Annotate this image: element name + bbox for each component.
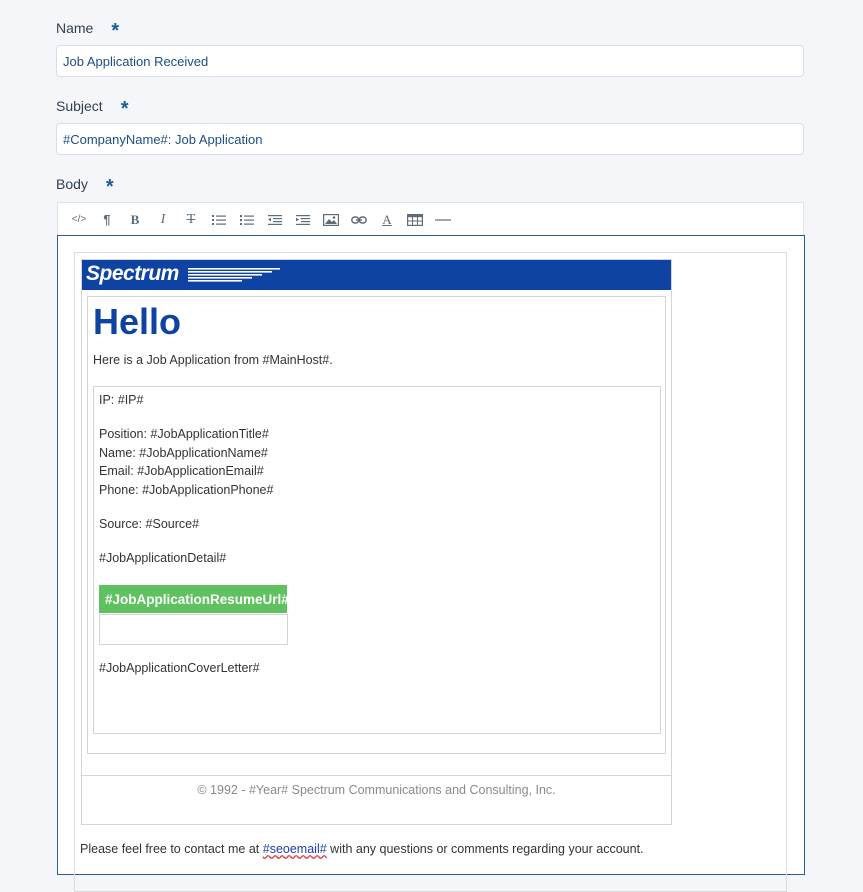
numbered-list-button[interactable] (233, 208, 261, 232)
source-line: Source: #Source# (99, 517, 200, 531)
bulleted-list-button[interactable] (205, 208, 233, 232)
application-details-box (93, 386, 661, 734)
link-icon (351, 215, 367, 225)
image-icon (323, 214, 339, 226)
image-button[interactable] (317, 208, 345, 232)
horizontal-rule-icon (435, 218, 451, 222)
body-label-text: Body (56, 176, 88, 192)
seoemail-link[interactable]: #seoemail# (262, 842, 327, 856)
name-input[interactable] (56, 45, 804, 77)
indent-button[interactable] (289, 208, 317, 232)
required-asterisk-icon: * (111, 20, 120, 42)
name-line: Name: #JobApplicationName# (99, 446, 268, 460)
spectrum-logo: Spectrum (86, 262, 179, 285)
horizontal-rule-button[interactable] (429, 208, 457, 232)
document-frame (74, 252, 787, 892)
indent-icon (296, 215, 310, 225)
table-icon (407, 214, 423, 226)
body-editor[interactable] (57, 235, 805, 875)
required-asterisk-icon: * (105, 176, 114, 198)
editor-toolbar (57, 202, 804, 236)
copyright-text: © 1992 - #Year# Spectrum Communications and Consulting, Inc. (197, 783, 556, 797)
phone-line: Phone: #JobApplicationPhone# (99, 483, 274, 497)
cover-letter-line: #JobApplicationCoverLetter# (99, 661, 260, 675)
email-content-box (87, 296, 666, 754)
detail-line: #JobApplicationDetail# (99, 551, 227, 565)
text-color-icon: A (382, 211, 392, 227)
table-button[interactable] (401, 208, 429, 232)
code-view-icon: </> (71, 214, 87, 225)
strikethrough-icon: T (186, 211, 196, 227)
strikethrough-button[interactable] (177, 208, 205, 232)
numbered-list-icon (240, 215, 254, 225)
resume-button-cell (99, 614, 288, 645)
bold-icon: B (130, 211, 140, 227)
paragraph-button[interactable] (93, 208, 121, 232)
resume-url-button[interactable]: #JobApplicationResumeUrl# (99, 585, 287, 613)
subject-input[interactable] (56, 123, 804, 155)
email-banner (82, 260, 671, 290)
position-line: Position: #JobApplicationTitle# (99, 427, 269, 441)
text-color-button[interactable] (373, 208, 401, 232)
email-template (81, 259, 672, 825)
paragraph-icon: ¶ (103, 212, 111, 227)
bold-button[interactable] (121, 208, 149, 232)
link-button[interactable] (345, 208, 373, 232)
subject-label-text: Subject (56, 98, 103, 114)
outdent-button[interactable] (261, 208, 289, 232)
italic-button[interactable] (149, 208, 177, 232)
outdent-icon (268, 215, 282, 225)
name-label (56, 20, 120, 42)
italic-icon: I (160, 211, 166, 227)
email-heading: Hello (93, 301, 182, 342)
closing-paragraph (80, 842, 644, 856)
email-intro: Here is a Job Application from #MainHost#. (93, 353, 333, 367)
bulleted-list-icon (212, 215, 226, 225)
closing-text-after: with any questions or comments regarding your account. (326, 842, 644, 856)
name-label-text: Name (56, 20, 94, 36)
logo-speed-lines-icon (188, 268, 280, 282)
ip-line: IP: #IP# (99, 393, 144, 407)
subject-label (56, 98, 129, 120)
code-view-button[interactable] (65, 208, 93, 232)
closing-text-before: Please feel free to contact me at (80, 842, 263, 856)
footer-divider (82, 775, 671, 776)
email-line: Email: #JobApplicationEmail# (99, 464, 264, 478)
body-label (56, 176, 114, 198)
required-asterisk-icon: * (120, 98, 129, 120)
